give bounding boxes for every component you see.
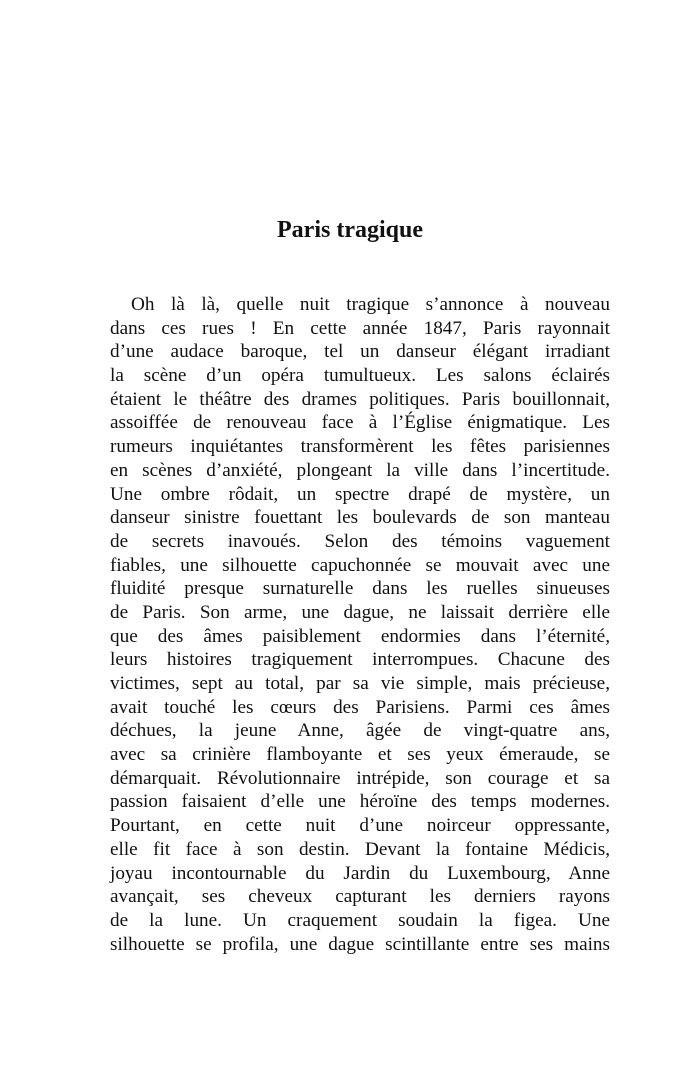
text-line: leurs histoires tragiquement interrompues. Chacune des bbox=[110, 649, 610, 671]
text-line: avec sa crinière flamboyante et ses yeux émeraude, se bbox=[110, 744, 610, 766]
text-line: silhouette se profila, une dague scintillante entre ses mains bbox=[110, 933, 610, 955]
text-line: étaient le théâtre des drames politiques. Paris bouillonnait, bbox=[110, 388, 610, 410]
text-line: d’une audace baroque, tel un danseur élégant irradiant bbox=[110, 341, 610, 363]
text-line: avançait, ses cheveux capturant les derniers rayons bbox=[110, 886, 610, 908]
page-title: Paris tragique bbox=[277, 217, 423, 243]
text-line: de la lune. Un craquement soudain la figea. Une bbox=[110, 909, 610, 931]
text-line: danseur sinistre fouettant les boulevards de son manteau bbox=[110, 507, 610, 529]
text-line: dans ces rues ! En cette année 1847, Paris rayonnait bbox=[110, 317, 610, 339]
text-line: déchues, la jeune Anne, âgée de vingt-quatre ans, bbox=[110, 720, 610, 742]
text-line: elle fit face à son destin. Devant la fontaine Médicis, bbox=[110, 838, 610, 860]
text-line: Oh là là, quelle nuit tragique s’annonce à nouveau bbox=[131, 294, 610, 315]
text-line: rumeurs inquiétantes transformèrent les fêtes parisiennes bbox=[110, 436, 610, 458]
text-line: de Paris. Son arme, une dague, ne laissait derrière elle bbox=[110, 601, 610, 623]
text-line: joyau incontournable du Jardin du Luxembourg, Anne bbox=[110, 862, 610, 884]
text-line: fiables, une silhouette capuchonnée se mouvait avec une bbox=[110, 554, 610, 576]
text-line: passion faisaient d’elle une héroïne des temps modernes. bbox=[110, 791, 610, 813]
text-line: en scènes d’anxiété, plongeant la ville dans l’incertitude. bbox=[110, 459, 610, 481]
text-line: fluidité presque surnaturelle dans les ruelles sinueuses bbox=[110, 578, 610, 600]
text-line: avait touché les cœurs des Parisiens. Parmi ces âmes bbox=[110, 696, 610, 718]
text-line: la scène d’un opéra tumultueux. Les salons éclairés bbox=[110, 365, 610, 387]
text-line: assoiffée de renouveau face à l’Église énigmatique. Les bbox=[110, 412, 610, 434]
body-paragraph bbox=[110, 293, 610, 956]
text-line: Une ombre rôdait, un spectre drapé de mystère, un bbox=[110, 483, 610, 505]
text-line: Pourtant, en cette nuit d’une noirceur oppressante, bbox=[110, 815, 610, 837]
text-line: démarquait. Révolutionnaire intrépide, son courage et sa bbox=[110, 767, 610, 789]
text-line: que des âmes paisiblement endormies dans l’éternité, bbox=[110, 625, 610, 647]
text-line: de secrets inavoués. Selon des témoins vaguement bbox=[110, 530, 610, 552]
text-line: victimes, sept au total, par sa vie simple, mais précieuse, bbox=[110, 673, 610, 694]
